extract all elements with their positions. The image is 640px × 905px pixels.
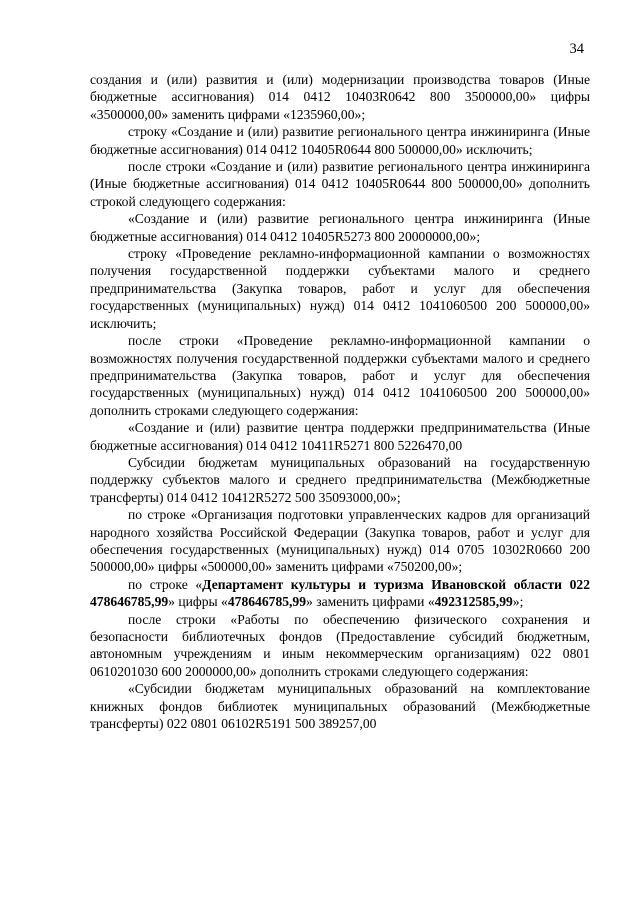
paragraph-5: строку «Проведение рекламно-информационной кампании о возможностях получения государственной поддержки субъектами малого и среднего предпринимательства (Закупка товаров, работ и услуг для обеспечения государственных (муниципальных) нужд) 014 0412 1041060500 200 500000,00» исключить; xyxy=(90,246,590,331)
document-body xyxy=(90,71,590,732)
paragraph-3: после строки «Создание и (или) развитие регионального центра инжиниринга (Иные бюджетные ассигнования) 014 0412 10405R0644 800 500000,00» дополнить строкой следующего содержания: xyxy=(90,159,590,209)
paragraph-8: Субсидии бюджетам муниципальных образований на государственную поддержку субъектов малого и среднего предпринимательства (Межбюджетные трансферты) 014 0412 10412R5272 500 35093000,00»; xyxy=(90,454,590,505)
paragraph-6: после строки «Проведение рекламно-информационной кампании о возможностях получения государственной поддержки субъектами малого и среднего предпринимательства (Закупка товаров, работ и услуг для обеспечения государственных (муниципальных) нужд) 014 0412 1041060500 200 500000,00» дополнить строками следующего содержания: xyxy=(90,333,590,418)
paragraph-7: «Создание и (или) развитие центра поддержки предпринимательства (Иные бюджетные ассигнования) 014 0412 10411R5271 800 5226470,00 xyxy=(90,420,590,453)
paragraph-10 xyxy=(90,576,590,611)
department-heading: Департамент культуры и туризма Ивановской области 022 478646785,99 xyxy=(90,576,591,610)
paragraph-4: «Создание и (или) развитие регионального центра инжиниринга (Иные бюджетные ассигнования) 014 0412 10405R5273 800 20000000,00»; xyxy=(90,211,590,244)
paragraph-2: строку «Создание и (или) развитие регионального центра инжиниринга (Иные бюджетные ассигнования) 014 0412 10405R0644 800 500000,00» исключить; xyxy=(90,124,590,157)
page-number: 34 xyxy=(569,41,584,57)
paragraph-1: создания и (или) развития и (или) модернизации производства товаров (Иные бюджетные ассигнования) 014 0412 10403R0642 800 3500000,00» цифры «3500000,00» заменить цифрами «1235960,00»; xyxy=(90,72,590,122)
paragraph-10-mid1: » цифры « xyxy=(168,594,228,610)
old-amount: 478646785,99 xyxy=(227,594,307,610)
new-amount: 492312585,99 xyxy=(434,594,513,610)
paragraph-10-post: »; xyxy=(512,594,524,610)
paragraph-11: после строки «Работы по обеспечению физического сохранения и безопасности библиотечных фондов (Предоставление субсидий бюджетным, автономным учреждениям и иным некоммерческим организациям) 022 0801 0610201030 600 2000000,00» дополнить строками следующего содержания: xyxy=(90,611,590,679)
paragraph-10-mid2: » заменить цифрами « xyxy=(306,594,435,610)
paragraph-12: «Субсидии бюджетам муниципальных образований на комплектование книжных фондов библиотек муниципальных образований (Межбюджетные трансферты) 022 0801 06102R5191 500 389257,00 xyxy=(90,681,590,732)
paragraph-9: по строке «Организация подготовки управленческих кадров для организаций народного хозяйства Российской Федерации (Закупка товаров, работ и услуг для обеспечения государственных (муниципальных) нужд) 014 0705 10302R0660 200 500000,00» цифры «500000,00» заменить цифрами «750200,00»; xyxy=(90,507,590,575)
paragraph-10-pre: по строке « xyxy=(128,576,203,592)
